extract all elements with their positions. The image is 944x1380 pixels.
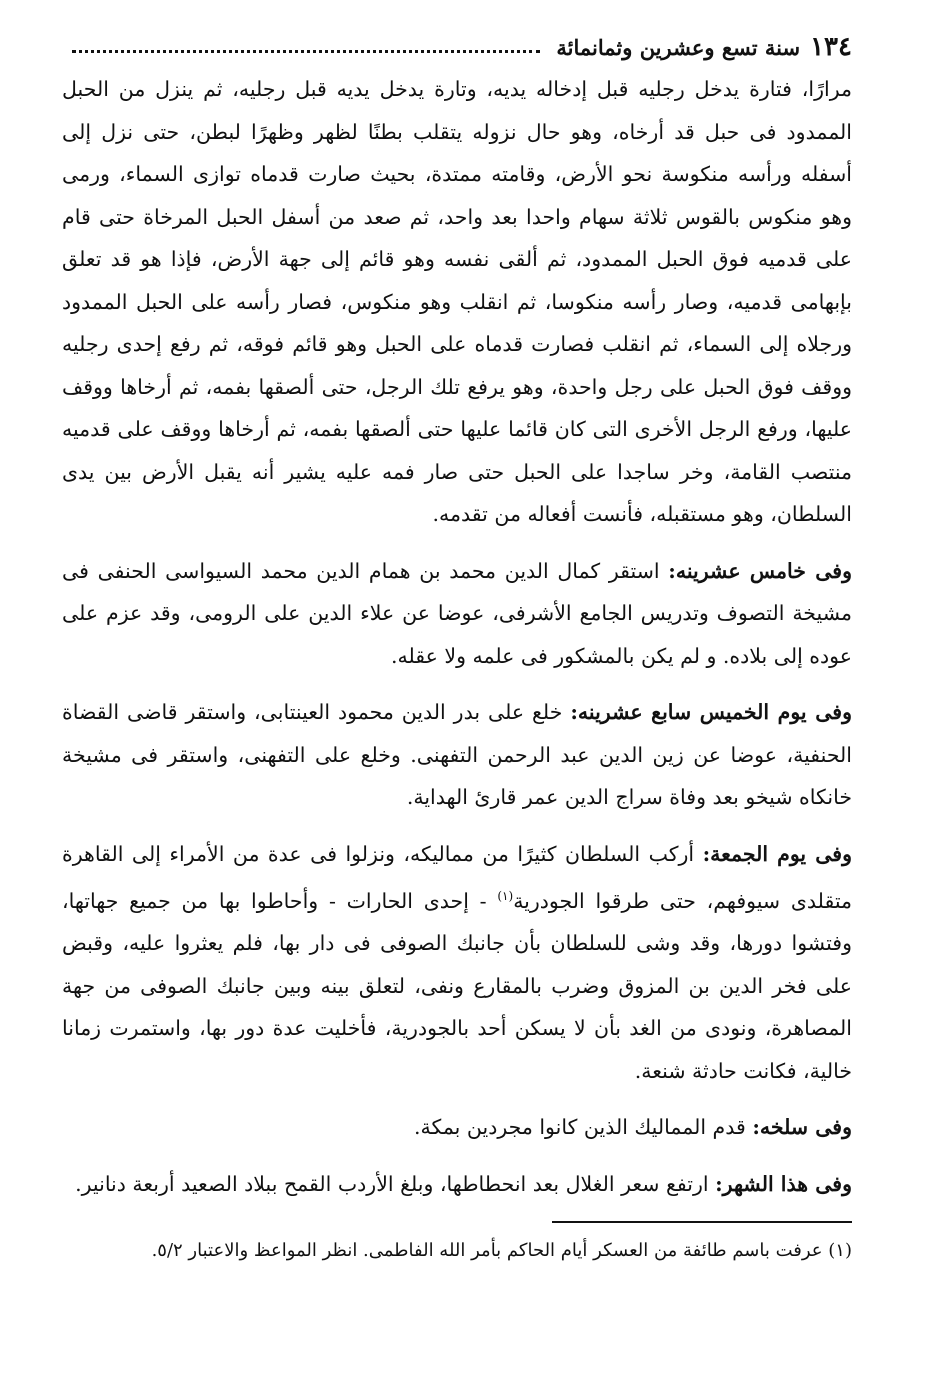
paragraph-lead: وفى يوم الجمعة: <box>702 841 852 866</box>
paragraph-5 <box>62 1106 852 1149</box>
footnote: (١) عرفت باسم طائفة من العسكر أيام الحاكم بأمر الله الفاطمى. انظر المواعظ والاعتبار ٥/٢. <box>151 1240 852 1262</box>
paragraph-1 <box>62 68 852 536</box>
header-dot-leader <box>72 50 540 53</box>
paragraph-3 <box>62 691 852 819</box>
paragraph-text: مرارًا، فتارة يدخل رجليه قبل إدخاله يديه، وتارة يدخل يديه قبل رجليه، ثم ينزل من الحبل الممدود فى حبل قد أرخاه، وهو حال نزوله يتقلب بطنًا لظهر وظهرًا لبطن، حتى نزل إلى أسفله ورأسه منكوسة نحو الأرض، وقامته ممتدة، بحيث صارت قدماه توازى السماء، ورمى وهو منكوس بالقوس ثلاثة سهام واحدا بعد واحد، ثم صعد من أسفل الحبل المرخاة حتى قام على قدميه فوق الحبل الممدود، ثم ألقى نفسه وهو قائم إلى جهة الأرض، فإذا هو قد تعلق بإبهامى قدميه، وصار رأسه منكوسا، ثم انقلب وهو منكوس، فصار رأسه على الحبل الممدود ورجلاه إلى السماء، ثم انقلب فصارت قدماه على الحبل وهو قائم فوقه، ثم رفع إحدى رجليه ووقف فوق الحبل على رجل واحدة، وهو يرفع تلك الرجل، حتى ألصقها بفمه، ثم أرخاها ووقف عليها، ورفع الرجل الأخرى التى كان قائما عليها حتى ألصقها بفمه، ثم أرخاها ووقف على قدميه منتصب القامة، وخر ساجدا على الحبل حتى صار فمه عليه يشير أنه يقبل الأرض بين يدى السلطان، وهو مستقبله، فأنست أفعاله من تقدمه. <box>62 77 852 526</box>
paragraph-lead: وفى سلخه: <box>752 1115 852 1140</box>
page-number: ١٣٤ <box>810 32 852 62</box>
paragraph-6 <box>62 1163 852 1206</box>
paragraph-text: ارتفع سعر الغلال بعد انحطاطها، وبلغ الأردب القمح ببلاد الصعيد أربعة دنانير. <box>75 1171 709 1196</box>
paragraph-lead: وفى هذا الشهر: <box>715 1171 852 1196</box>
paragraph-4 <box>62 833 852 1093</box>
paragraph-text: استقر كمال الدين محمد بن همام الدين محمد السيواسى الحنفى فى مشيخة التصوف وتدريس الجامع الأشرفى، عوضا عن علاء الدين على الرومى، وقد عزم على عوده إلى بلاده. و لم يكن بالمشكور فى علمه ولا عقله. <box>62 558 852 668</box>
paragraph-lead: وفى خامس عشرينه: <box>668 558 852 583</box>
paragraph-text: خلع على بدر الدين محمود العينتابى، واستقر قاضى القضاة الحنفية، عوضا عن زين الدين عبد الرحمن التفهنى. وخلع على التفهنى، واستقر فى مشيخة خانكاه شيخو بعد وفاة سراج الدين عمر قارئ الهداية. <box>62 700 852 809</box>
paragraph-2 <box>62 550 852 678</box>
paragraph-text-before-note: أركب السلطان كثيرًا من مماليكه، ونزلوا فى عدة من الأمراء إلى القاهرة متقلدى سيوفهم، حتى طرقوا الجودرية <box>62 841 852 913</box>
running-title: سنة تسع وعشرين وثمانمائة <box>556 34 801 60</box>
page-body <box>62 68 852 1205</box>
page-header <box>62 30 852 66</box>
paragraph-lead: وفى يوم الخميس سابع عشرينه: <box>570 700 852 724</box>
footnote-reference: (١) <box>497 889 514 903</box>
footnote-separator <box>552 1221 852 1223</box>
paragraph-text: - إحدى الحارات - وأحاطوا بها من جميع جهاتها، وفتشوا دورها، وقد وشى للسلطان بأن جانبك الصوفى فى دار بها، فلم يعثروا عليه، وقبض على فخر الدين بن المزوق وضرب بالمقارع ونفى، لتعلق بينه وبين جانبك الصوفى من جهة المصاهرة، ونودى من الغد بأن لا يسكن أحد بالجودرية، فأخليت عدة دور بها، واستمرت زمانا خالية، فكانت حادثة شنعة. <box>62 888 852 1083</box>
paragraph-text: قدم المماليك الذين كانوا مجردين بمكة. <box>413 1115 746 1140</box>
